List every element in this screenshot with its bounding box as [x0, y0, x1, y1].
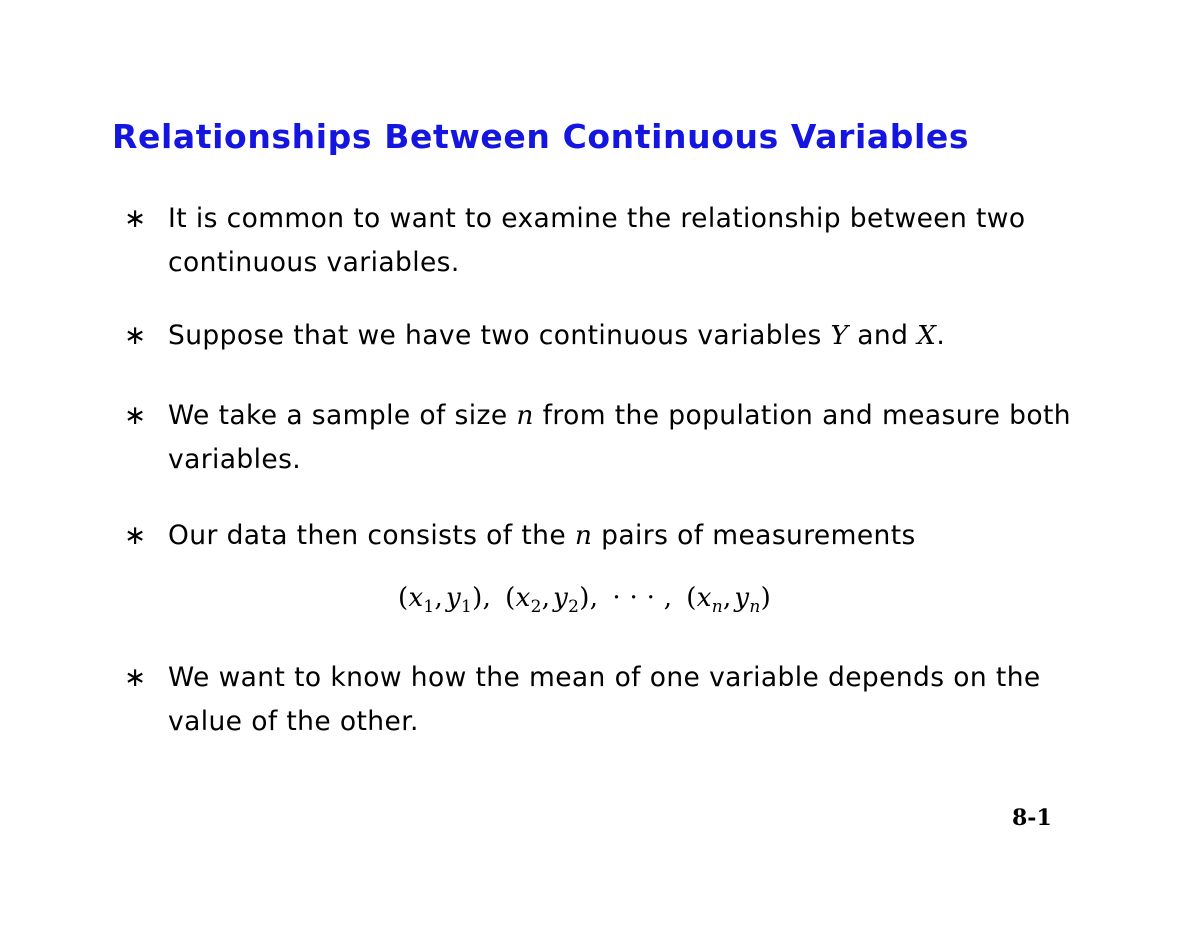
formula-subscript: 2 [530, 597, 542, 617]
formula-subscript: n [749, 597, 761, 617]
bullet-marker: ∗ [124, 520, 147, 551]
formula-ellipsis: · · · [612, 583, 656, 613]
formula-subscript: 2 [568, 597, 580, 617]
formula-subscript: 1 [461, 597, 473, 617]
formula-var: x [696, 583, 712, 613]
bullet-text-part: from the population and measure both variables. [168, 400, 1071, 475]
formula-var: y [553, 583, 569, 613]
bullet-text [168, 314, 1114, 358]
bullet-text: It is common to want to examine the relationship between two continuous variables. [168, 203, 1026, 278]
bullet-item [124, 314, 1114, 358]
formula-pair: ($x_2$, $y_2$), [505, 583, 599, 617]
formula-var: x [408, 583, 424, 613]
bullet-item [124, 514, 1114, 558]
formula-pair: ($x_n$, $y_n$) [686, 583, 772, 617]
bullet-item [124, 197, 1114, 285]
formula-subscript: n [711, 597, 723, 617]
bullet-text-part: Our data then consists of the [168, 520, 575, 551]
math-variable: n [574, 520, 593, 551]
bullet-text: We want to know how the mean of one variable depends on the value of the other. [168, 662, 1041, 737]
bullet-text-part: Suppose that we have two continuous variables [168, 320, 831, 351]
bullet-text-part: We take a sample of size [168, 400, 517, 431]
bullet-item [124, 394, 1114, 482]
bullet-text [168, 394, 1114, 482]
math-variable: X [917, 320, 937, 351]
page-number: 8-1 [1012, 805, 1052, 831]
formula-var: y [446, 583, 462, 613]
bullet-marker: ∗ [124, 203, 147, 234]
bullet-marker: ∗ [124, 320, 147, 351]
bullet-text-part: . [936, 320, 946, 351]
formula-subscript: 1 [423, 597, 435, 617]
math-variable: n [516, 400, 534, 431]
bullet-marker: ∗ [124, 662, 147, 693]
math-variable: Y [830, 320, 849, 351]
bullet-item [124, 656, 1114, 744]
bullet-text-part: and [848, 320, 918, 351]
slide-title: Relationships Between Continuous Variables [112, 117, 970, 156]
formula-var: x [515, 583, 531, 613]
formula-var: y [734, 583, 750, 613]
formula-pair: ($x_1$, $y_1$), [398, 583, 492, 617]
bullet-text [168, 514, 1114, 558]
data-pairs-formula: ($x_1$, $y_1$), ($x_2$, $y_2$), · · · , ($x_n$, $y_n$) [398, 583, 772, 617]
bullet-marker: ∗ [124, 400, 147, 431]
bullet-text-part: pairs of measurements [592, 520, 916, 551]
